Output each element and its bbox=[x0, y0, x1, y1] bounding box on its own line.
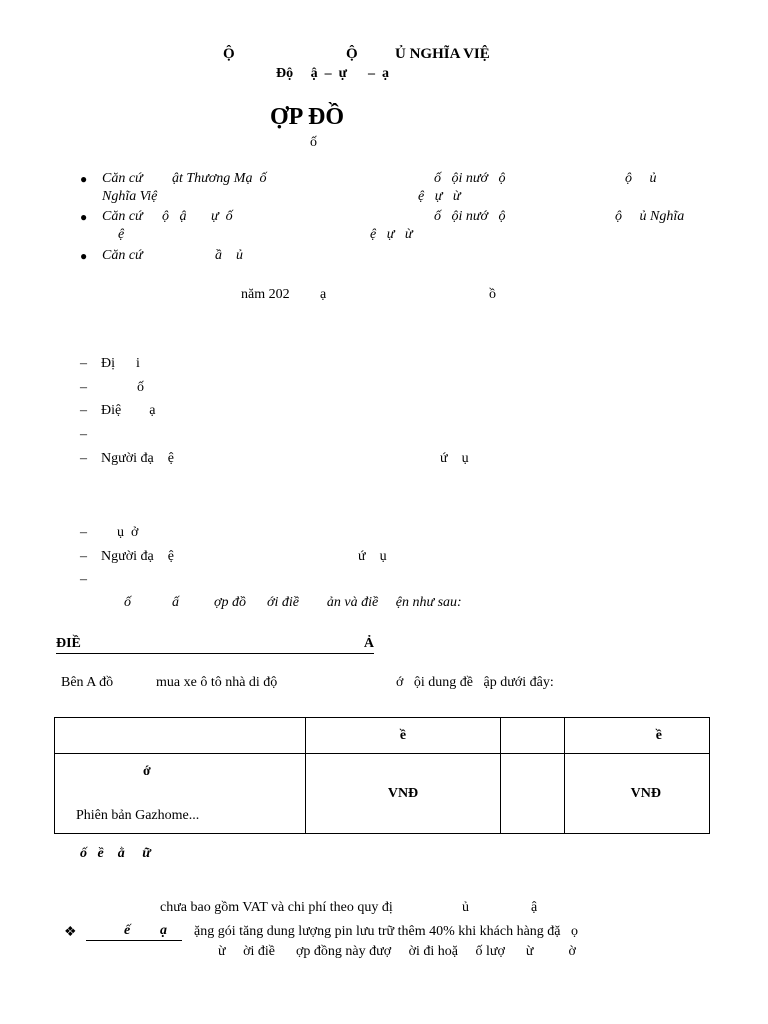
table-cell-product bbox=[55, 754, 306, 834]
bullet-icon: ● bbox=[80, 210, 88, 224]
dash-mark: – bbox=[80, 380, 87, 395]
party-b-address: ụ ở bbox=[117, 525, 139, 540]
dash-mark: – bbox=[80, 451, 87, 466]
table-header-cell: ề bbox=[306, 718, 501, 754]
basis-2-f: ệ ự ừ bbox=[370, 227, 413, 242]
national-header-mid: Ộ bbox=[346, 46, 358, 62]
party-a-representative: Người đạ ệ bbox=[101, 451, 174, 466]
basis-3-a: Căn cứ bbox=[102, 248, 143, 263]
dash-mark: – bbox=[80, 356, 87, 371]
table-header-cell bbox=[55, 718, 306, 754]
article-1-heading bbox=[56, 636, 374, 654]
vat-note-a: chưa bao gồm VAT và chi phí theo quy đị bbox=[160, 900, 393, 915]
basis-3-b: ầ ủ bbox=[215, 248, 243, 263]
party-a-phone: Điệ ạ bbox=[101, 403, 156, 418]
promo-label-a: ế bbox=[124, 923, 131, 938]
promo-label-b: ạ bbox=[160, 923, 167, 938]
basis-1-c: ố ội nướ ộ bbox=[434, 171, 506, 186]
table-cell-qty bbox=[501, 754, 565, 834]
promo-line-2: ừ ời điề ợp đồng này đượ ời đi hoặ ố lượ ừ ờ bbox=[218, 944, 576, 959]
intro-c: ớ ội dung đề ập dưới đây: bbox=[396, 675, 554, 690]
agreement-a: ố bbox=[124, 595, 131, 610]
product-label: ớ bbox=[143, 764, 151, 779]
basis-2-b: ộ ậ ự ố bbox=[162, 209, 233, 224]
basis-1-d: ộ ủ bbox=[625, 171, 657, 186]
national-header-left: Ộ bbox=[223, 46, 235, 62]
amount-in-words: ố ề ằ ữ bbox=[80, 846, 151, 861]
dash-mark: – bbox=[80, 427, 87, 442]
party-a-position: ứ ụ bbox=[440, 451, 469, 466]
basis-1-e: Nghĩa Việ bbox=[102, 189, 158, 204]
diamond-bullet-icon: ❖ bbox=[64, 925, 77, 940]
basis-2-d: ộ ủ Nghĩa bbox=[615, 209, 685, 224]
basis-2-a: Căn cứ bbox=[102, 209, 143, 224]
party-b-representative: Người đạ ệ bbox=[101, 549, 174, 564]
agreement-b: ấ bbox=[172, 595, 179, 610]
date-tail: ồ bbox=[489, 287, 496, 302]
party-a-address: Đị i bbox=[101, 356, 140, 371]
dash-mark: – bbox=[80, 525, 87, 540]
bullet-icon: ● bbox=[80, 249, 88, 263]
party-a-number: ố bbox=[137, 380, 144, 395]
table-header-cell: ề bbox=[565, 718, 710, 754]
table-row bbox=[55, 754, 710, 834]
promo-label bbox=[86, 923, 182, 941]
vat-note-c: ậ bbox=[531, 900, 538, 915]
contract-number: ố bbox=[310, 135, 317, 150]
article-1-right: Ả bbox=[363, 636, 374, 651]
agreement-c: ợp đồ ới điề ản và điề ện như sau: bbox=[214, 595, 462, 610]
product-version: Phiên bản Gazhome... bbox=[76, 808, 200, 823]
basis-2-e: ệ bbox=[118, 227, 125, 242]
dash-mark: – bbox=[80, 549, 87, 564]
table-cell-price: VNĐ bbox=[306, 754, 501, 834]
motto: Độ ậ – ự – ạ bbox=[276, 66, 390, 81]
national-header-right: Ủ NGHĨA VIỆ bbox=[395, 46, 490, 62]
table-cell-total: VNĐ bbox=[565, 754, 710, 834]
date-year: năm 202 bbox=[241, 287, 290, 302]
intro-b: mua xe ô tô nhà di độ bbox=[156, 675, 278, 690]
page-title: ỢP ĐỒ bbox=[270, 104, 345, 130]
table-header-row bbox=[55, 718, 710, 754]
basis-1-a: Căn cứ bbox=[102, 171, 143, 186]
vat-note-b: ủ bbox=[462, 900, 469, 915]
dash-mark: – bbox=[80, 572, 87, 587]
promo-line-1: ặng gói tăng dung lượng pin lưu trữ thêm 40% khi khách hàng đặ ọ bbox=[194, 924, 578, 939]
product-table bbox=[54, 717, 710, 834]
intro-a: Bên A đồ bbox=[61, 675, 114, 690]
dash-mark: – bbox=[80, 403, 87, 418]
basis-1-b: ật Thương Mạ ố bbox=[172, 171, 267, 186]
basis-2-c: ố ội nướ ộ bbox=[434, 209, 506, 224]
date-place: ạ bbox=[320, 287, 327, 302]
article-1-left: ĐIỀ bbox=[56, 636, 81, 651]
bullet-icon: ● bbox=[80, 172, 88, 186]
party-b-position: ứ ụ bbox=[358, 549, 387, 564]
table-header-cell bbox=[501, 718, 565, 754]
basis-1-f: ệ ự ừ bbox=[418, 189, 461, 204]
